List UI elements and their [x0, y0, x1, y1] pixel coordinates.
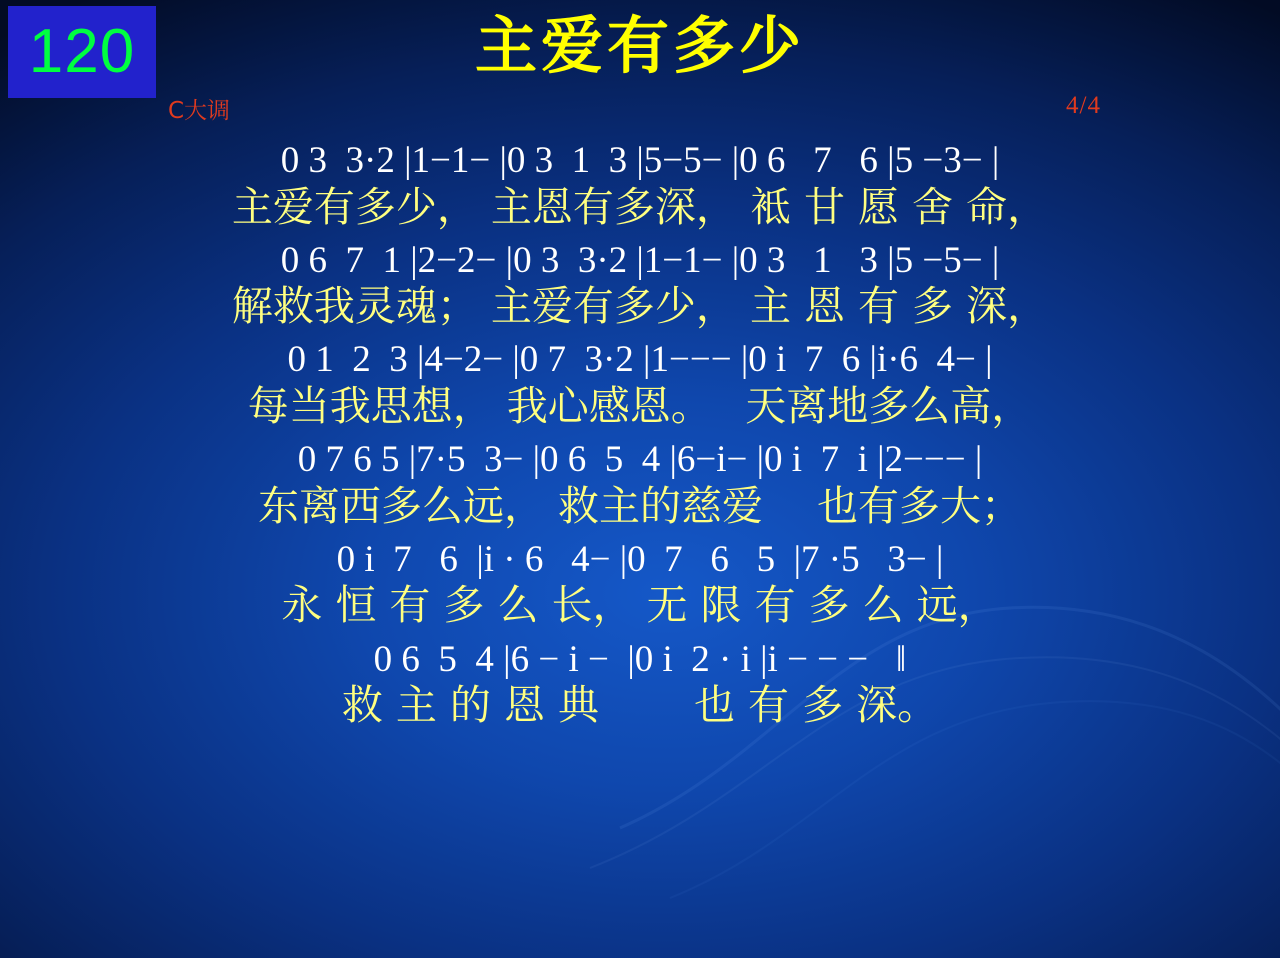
lyrics-line: 东离西多么远， 救主的慈爱 也有多大； [257, 481, 1023, 530]
score-system [0, 339, 1280, 439]
score-system [0, 439, 1280, 539]
notation-line: 0 i 7 6 |i · 6 4− |0 7 6 5 |7 ·5 3− | [336, 538, 944, 580]
score-system [0, 240, 1280, 340]
score-body [0, 140, 1280, 738]
page-title: 主爱有多少 [474, 9, 805, 82]
lyrics-line: 解救我灵魂； 主爱有多少， 主 恩 有 多 深， [231, 282, 1049, 331]
notation-line: 0 1 2 3 |4−2− |0 7 3·2 |1−−− |0 i 7 6 |i·6 4− | [287, 339, 993, 381]
song-number: 120 [28, 17, 136, 86]
lyrics-line: 永 恒 有 多 么 长， 无 限 有 多 么 远， [281, 581, 999, 630]
notation-line: 0 6 5 4 |6 − i − |0 i 2 · i |i − − − ‖ [373, 638, 907, 680]
lyrics-line: 主爱有多少， 主恩有多深， 袛 甘 愿 舍 命， [231, 182, 1049, 231]
lyrics-line: 救 主 的 恩 典 也 有 多 深。 [341, 681, 939, 730]
lyrics-line: 每当我思想， 我心感恩。 天离地多么高， [247, 382, 1033, 431]
notation-line: 0 3 3·2 |1−1− |0 3 1 3 |5−5− |0 6 7 6 |5 −3− | [280, 140, 1000, 181]
score-system [0, 140, 1280, 240]
score-system [0, 639, 1280, 739]
score-system [0, 539, 1280, 639]
notation-line: 0 7 6 5 |7·5 3− |0 6 5 4 |6−i− |0 i 7 i |2−−− | [297, 439, 983, 481]
time-signature-label: 4/4 [1066, 92, 1101, 119]
key-signature-label: C大调 [168, 98, 231, 124]
notation-line: 0 6 7 1 |2−2− |0 3 3·2 |1−1− |0 3 1 3 |5 −5− | [280, 239, 1000, 281]
